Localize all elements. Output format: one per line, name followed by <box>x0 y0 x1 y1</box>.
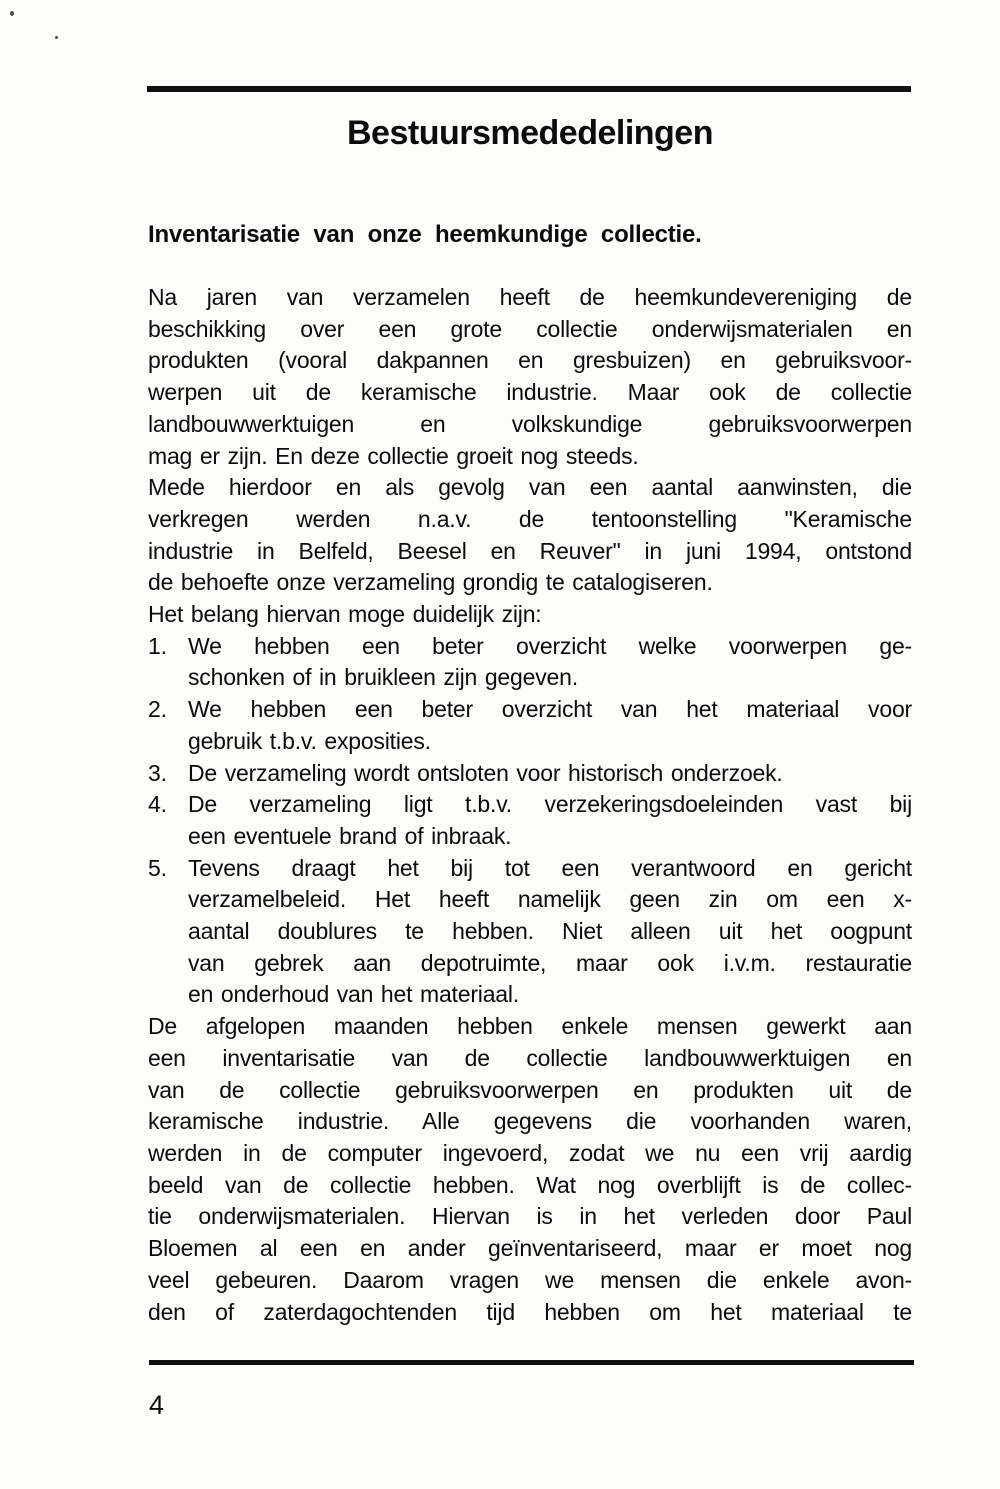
text-line: schonken of in bruikleen zijn gegeven. <box>188 664 578 691</box>
text-line: produkten (vooral dakpannen en gresbuizen) en gebruiksvoor- <box>148 347 912 374</box>
text-line: gebruik t.b.v. exposities. <box>188 727 431 754</box>
text-line: van de collectie gebruiksvoorwerpen en produkten uit de <box>148 1076 912 1103</box>
text-line: werden in de computer ingevoerd, zodat we nu een vrij aardig <box>148 1139 912 1166</box>
text-line: We hebben een beter overzicht welke voorwerpen ge- <box>188 632 912 659</box>
text-line: mag er zijn. En deze collectie groeit nog steeds. <box>148 442 639 469</box>
body-text <box>148 282 912 1328</box>
text-line: veel gebeuren. Daarom vragen we mensen die enkele avon- <box>148 1266 912 1293</box>
text-line: Tevens draagt het bij tot een verantwoord en gericht <box>188 854 912 881</box>
list-item <box>148 758 912 790</box>
list-item-number: 2. <box>148 696 167 723</box>
page-title: Bestuursmededelingen <box>347 114 713 152</box>
text-line: verkregen werden n.a.v. de tentoonstelling "Keramische <box>148 505 912 532</box>
scan-speck <box>10 11 14 16</box>
list-item <box>148 694 912 757</box>
list-intro-line: Het belang hiervan moge duidelijk zijn: <box>148 601 542 628</box>
list-item-number: 5. <box>148 854 167 881</box>
text-line: We hebben een beter overzicht van het materiaal voor <box>188 696 912 723</box>
text-line: en onderhoud van het materiaal. <box>188 981 519 1008</box>
text-line: aantal doublures te hebben. Niet alleen uit het oogpunt <box>188 918 912 945</box>
list-item <box>148 789 912 852</box>
text-line: De verzameling wordt ontsloten voor historisch onderzoek. <box>188 759 783 786</box>
text-line: beeld van de collectie hebben. Wat nog overblijft is de collec- <box>148 1171 912 1198</box>
page-number: 4 <box>149 1390 165 1420</box>
text-line: keramische industrie. Alle gegevens die voorhanden waren, <box>148 1108 912 1135</box>
text-line: de behoefte onze verzameling grondig te catalogiseren. <box>148 569 713 596</box>
list-item-number: 1. <box>148 632 167 659</box>
text-line: landbouwwerktuigen en volkskundige gebruiksvoorwerpen <box>148 410 912 437</box>
text-line: van gebrek aan depotruimte, maar ook i.v.m. restauratie <box>188 949 912 976</box>
bottom-rule <box>149 1360 914 1365</box>
scan-speck <box>55 36 58 39</box>
text-line: werpen uit de keramische industrie. Maar ook de collectie <box>148 379 912 406</box>
list-item <box>148 853 912 1012</box>
text-line: industrie in Belfeld, Beesel en Reuver" in juni 1994, ontstond <box>148 537 912 564</box>
text-line: een inventarisatie van de collectie landbouwwerktuigen en <box>148 1044 912 1071</box>
section-heading: Inventarisatie van onze heemkundige collectie. <box>148 221 702 248</box>
text-line: een eventuele brand of inbraak. <box>188 822 512 849</box>
text-line: De afgelopen maanden hebben enkele mensen gewerkt aan <box>148 1013 912 1040</box>
list-item <box>148 631 912 694</box>
text-line: tie onderwijsmaterialen. Hiervan is in het verleden door Paul <box>148 1203 912 1230</box>
text-line: Bloemen al een en ander geïnventariseerd, maar er moet nog <box>148 1235 912 1262</box>
text-line: den of zaterdagochtenden tijd hebben om het materiaal te <box>148 1298 912 1325</box>
text-line: verzamelbeleid. Het heeft namelijk geen zin om een x- <box>188 886 912 913</box>
list-item-number: 4. <box>148 791 167 818</box>
top-rule <box>147 86 911 92</box>
text-line: De verzameling ligt t.b.v. verzekeringsdoeleinden vast bij <box>188 791 912 818</box>
text-line: Na jaren van verzamelen heeft de heemkundevereniging de <box>148 284 912 310</box>
text-line: Mede hierdoor en als gevolg van een aantal aanwinsten, die <box>148 474 912 501</box>
text-line: beschikking over een grote collectie onderwijsmaterialen en <box>148 315 912 342</box>
list-item-number: 3. <box>148 759 167 786</box>
